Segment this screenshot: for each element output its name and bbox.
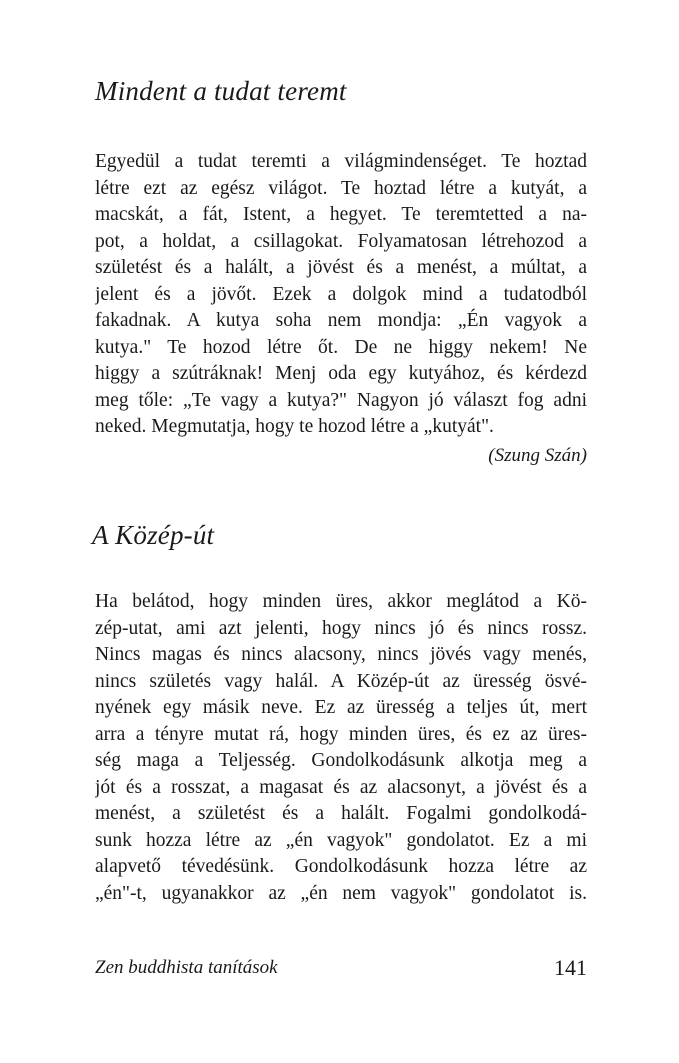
text-line: létre ezt az egész világot. Te hoztad létre a kutyát, a [95,177,587,199]
text-line: születést és a halált, a jövést és a menést, a múltat, a [95,257,587,278]
paragraph [95,149,587,441]
text-line: jót és a rosszat, a magasat és az alacsonyt, a jövést és a [95,776,587,798]
section-heading: Mindent a tudat teremt [95,76,347,106]
text-line: Ha belátod, hogy minden üres, akkor meglátod a Kö- [95,591,587,612]
page-number: 141 [554,955,587,980]
text-line: Nincs magas és nincs alacsony, nincs jövés vagy menés, [95,644,587,665]
page-footer [95,957,587,987]
running-footer-title: Zen buddhista tanítások [95,957,278,978]
text-line: arra a tényre mutat rá, hogy minden üres, és ez az üres- [95,723,587,745]
text-line: nyének egy másik neve. Ez az üresség a teljes út, mert [95,697,587,718]
text-line: kutya." Te hozod létre őt. De ne higgy nekem! Ne [95,336,587,358]
text-line: jelent és a jövőt. Ezek a dolgok mind a tudatodból [95,283,587,305]
text-line: fakadnak. A kutya soha nem mondja: „Én vagyok a [95,310,587,331]
text-line: nincs születés vagy halál. A Közép-út az üresség ösvé- [95,670,587,692]
text-line: Egyedül a tudat teremti a világmindenséget. Te hoztad [95,151,587,172]
section-mindent-a-tudat-teremt [95,76,587,469]
text-line: pot, a holdat, a csillagokat. Folyamatosan létrehozod a [95,230,587,252]
text-line: sunk hozza létre az „én vagyok" gondolatot. Ez a mi [95,829,587,851]
text-line: meg tőle: „Te vagy a kutya?" Nagyon jó választ fog adni [95,389,587,411]
section-a-kozep-ut [92,520,587,907]
text-line: alapvető tévedésünk. Gondolkodásunk hozza létre az [95,856,587,877]
author-attribution: (Szung Szán) [488,444,587,466]
text-line: higgy a szútráknak! Menj oda egy kutyához, és kérdezd [95,363,587,384]
text-line: ség maga a Teljesség. Gondolkodásunk alkotja meg a [95,750,587,771]
text-line: „én"-t, ugyanakkor az „én nem vagyok" gondolatot is. [95,882,587,904]
text-line: menést, a születést és a halált. Fogalmi gondolkodá- [95,803,587,824]
text-line: macskát, a fát, Istent, a hegyet. Te teremtetted a na- [95,204,587,225]
paragraph [95,589,587,907]
section-heading: A Közép-út [92,520,215,550]
text-line: neked. Megmutatja, hogy te hozod létre a „kutyát". [95,416,494,437]
text-line: zép-utat, ami azt jelenti, hogy nincs jó és nincs rossz. [95,617,587,639]
